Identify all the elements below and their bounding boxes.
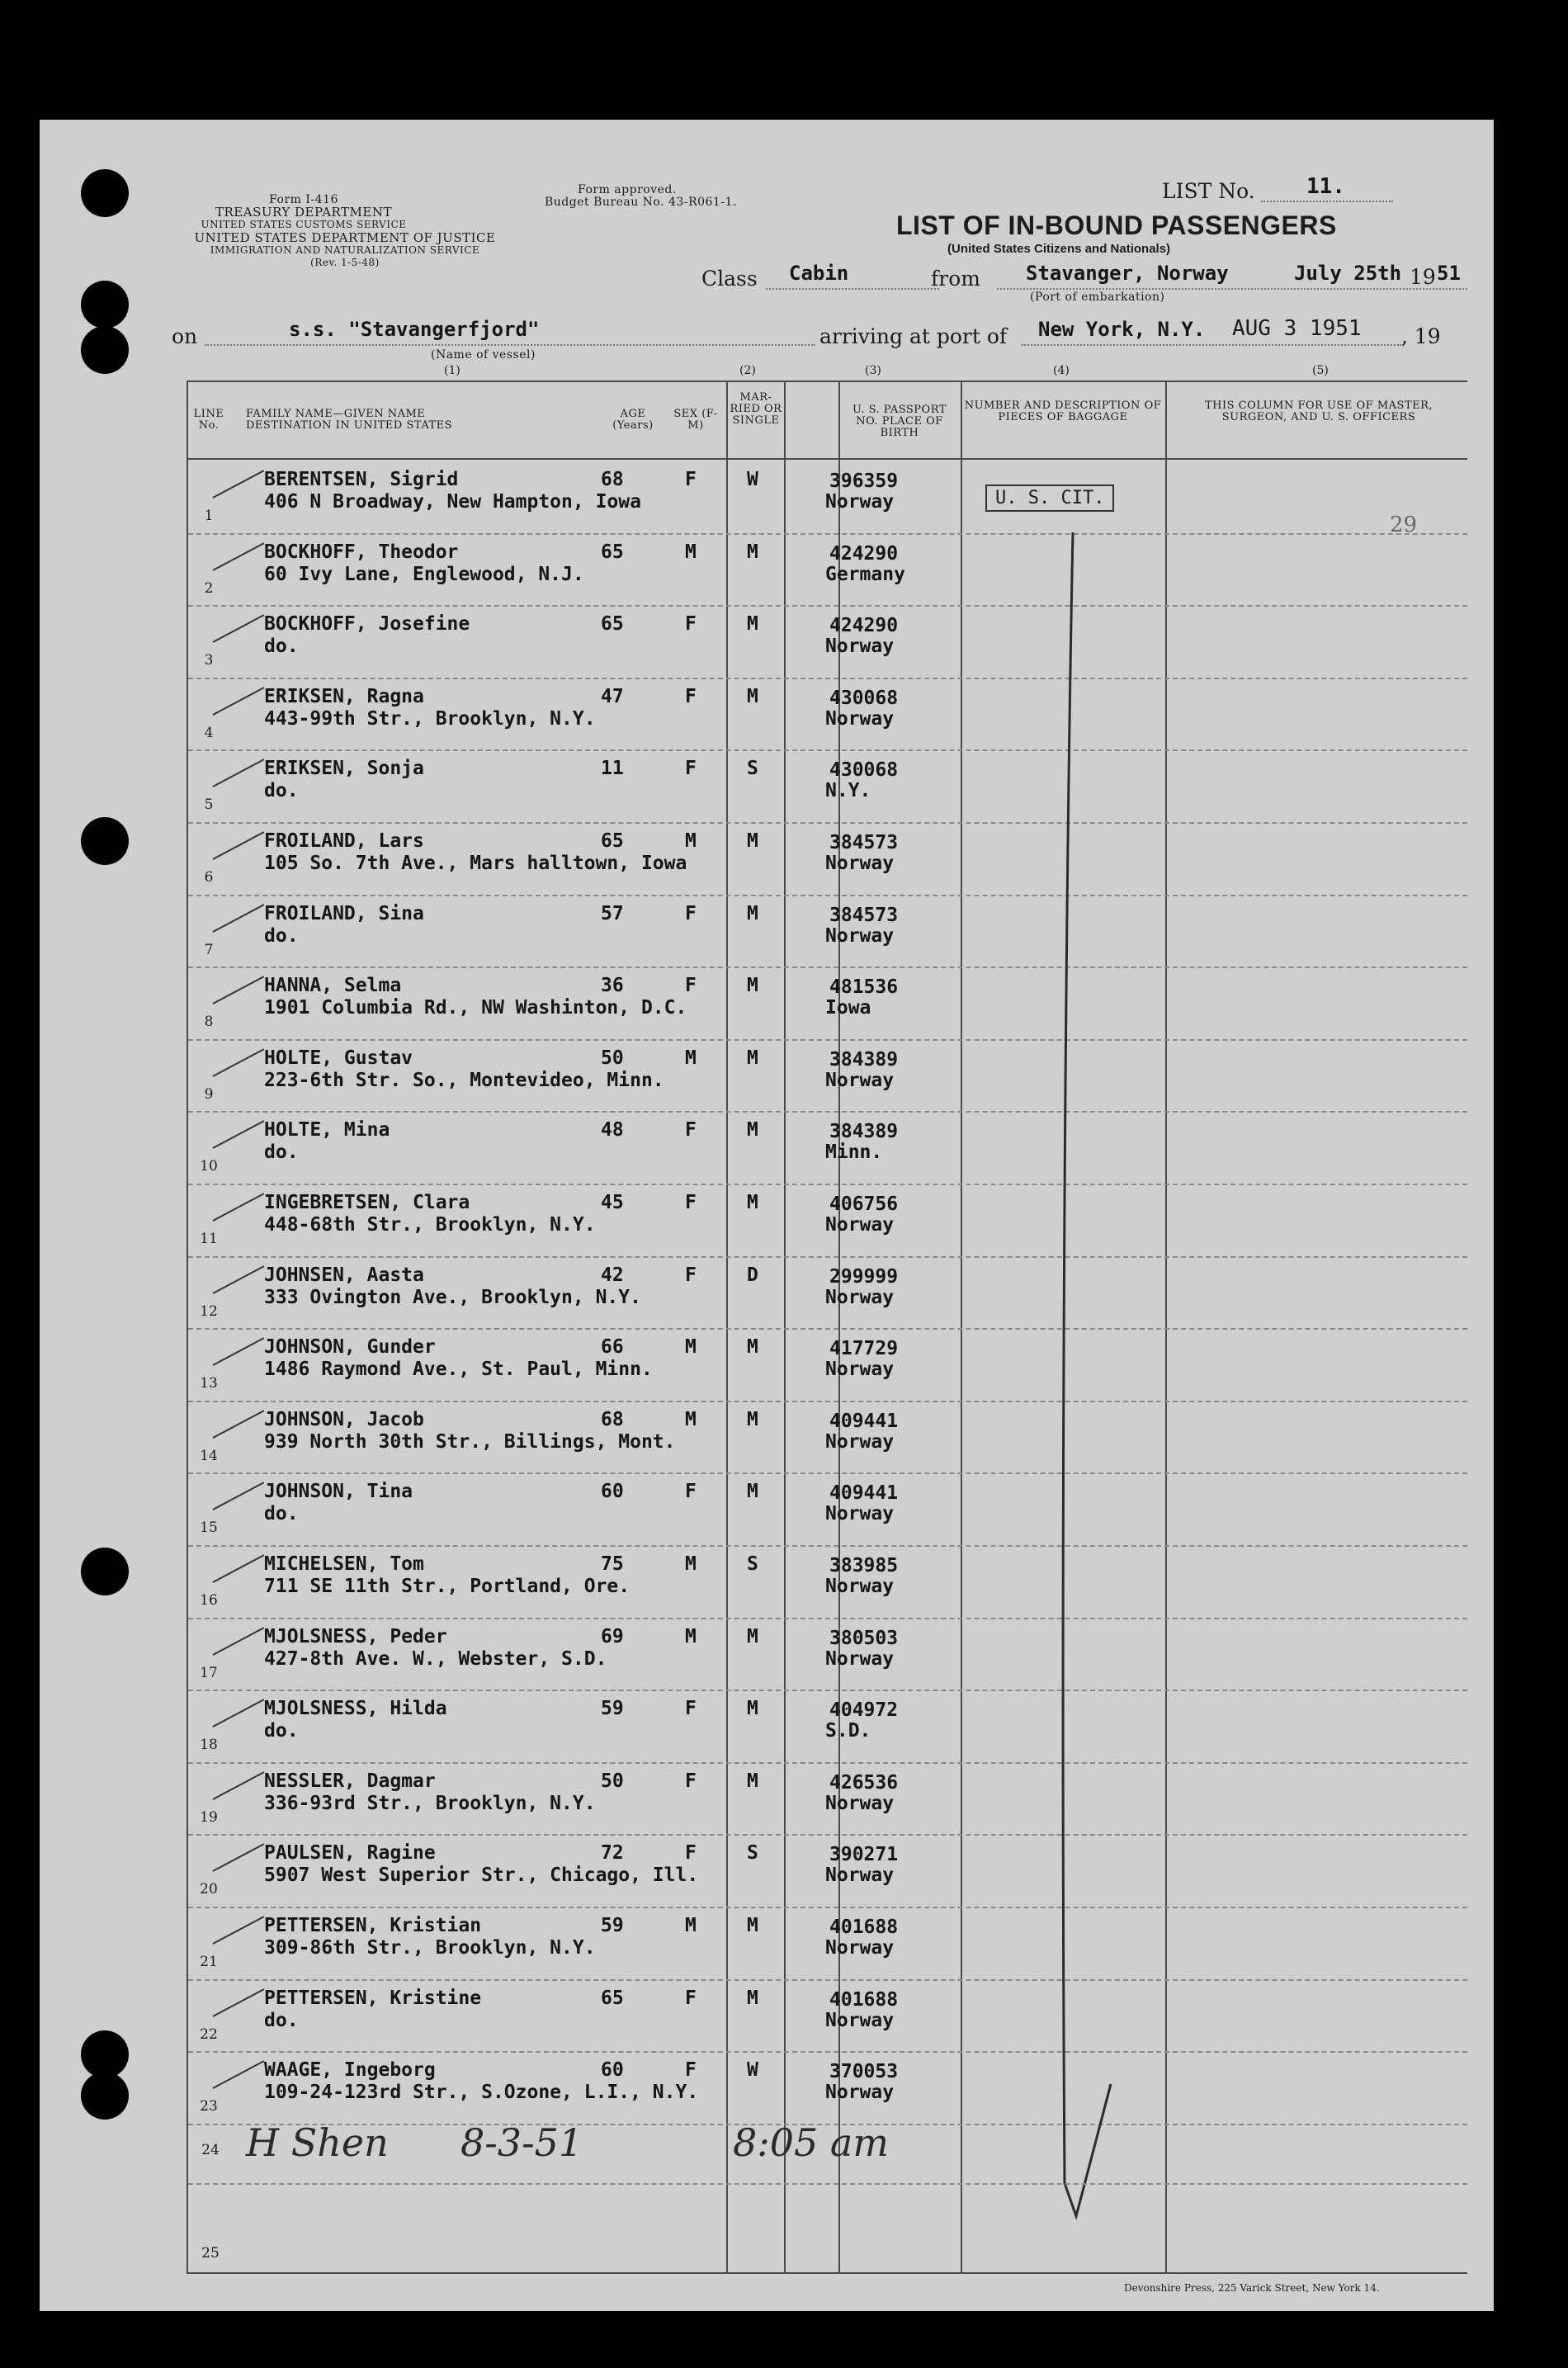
passenger-name: JOHNSON, Jacob bbox=[264, 1408, 424, 1430]
check-tick bbox=[213, 1410, 265, 1439]
col-header-sex: SEX (F-M) bbox=[673, 408, 718, 432]
embark-port: Stavanger, Norway bbox=[1026, 262, 1229, 285]
check-tick bbox=[213, 1337, 265, 1366]
marital-status: S bbox=[747, 1842, 758, 1865]
line-number: 5 bbox=[204, 796, 214, 814]
passenger-age: 65 bbox=[601, 1987, 624, 2009]
check-tick bbox=[213, 2060, 265, 2089]
table-row bbox=[0, 535, 1494, 607]
col-number-2: (2) bbox=[739, 364, 756, 377]
check-tick bbox=[213, 1193, 265, 1222]
passport-number: 370053 bbox=[829, 2061, 899, 2083]
passenger-sex: F bbox=[685, 1842, 697, 1865]
passenger-age: 75 bbox=[601, 1553, 624, 1575]
table-row bbox=[0, 607, 1494, 679]
place-of-birth: Norway bbox=[825, 1069, 895, 1091]
table-row bbox=[0, 968, 1494, 1041]
agency-header bbox=[172, 194, 436, 231]
passenger-sex: F bbox=[685, 975, 697, 997]
passenger-name: JOHNSON, Tina bbox=[264, 1481, 413, 1503]
passenger-age: 68 bbox=[601, 1408, 624, 1430]
check-tick bbox=[213, 759, 265, 788]
place-of-birth: Norway bbox=[825, 1214, 895, 1236]
col-header-baggage: NUMBER AND DESCRIPTION OF PIECES OF BAGGAGE bbox=[964, 399, 1162, 423]
place-of-birth: S.D. bbox=[825, 1720, 871, 1742]
place-of-birth: Germany bbox=[825, 563, 905, 585]
passenger-sex: F bbox=[685, 2059, 697, 2082]
form-approval bbox=[545, 184, 737, 209]
check-tick bbox=[213, 1771, 265, 1800]
citizen-stamp: U. S. CIT. bbox=[985, 484, 1114, 512]
line-number: 7 bbox=[204, 941, 214, 958]
place-of-birth: Norway bbox=[825, 2009, 895, 2031]
table-row bbox=[0, 1619, 1494, 1692]
passenger-destination: do. bbox=[264, 924, 299, 947]
vessel-name: s.s. "Stavangerfjord" bbox=[289, 318, 540, 341]
marital-status: M bbox=[747, 1698, 758, 1720]
place-of-birth: Norway bbox=[825, 1286, 895, 1308]
passport-number: 401688 bbox=[829, 1988, 899, 2011]
line-number: 20 bbox=[200, 1881, 218, 1898]
passenger-sex: F bbox=[685, 1698, 697, 1720]
passenger-destination: 448-68th Str., Brooklyn, N.Y. bbox=[264, 1214, 596, 1236]
passport-number: 409441 bbox=[829, 1410, 899, 1432]
customs-service: UNITED STATES CUSTOMS SERVICE bbox=[201, 219, 407, 230]
passenger-sex: F bbox=[685, 758, 697, 780]
embark-caption: (Port of embarkation) bbox=[1030, 291, 1165, 304]
passenger-sex: F bbox=[685, 613, 697, 636]
check-tick bbox=[213, 1627, 265, 1656]
line-number: 8 bbox=[204, 1014, 214, 1031]
place-of-birth: Norway bbox=[825, 853, 895, 874]
justice-dept: UNITED STATES DEPARTMENT OF JUSTICE bbox=[194, 230, 496, 245]
marital-status: M bbox=[747, 1625, 758, 1647]
passenger-name: BOCKHOFF, Theodor bbox=[264, 541, 459, 563]
passport-number: 384389 bbox=[829, 1048, 899, 1071]
col-header-name-text: FAMILY NAME—GIVEN NAME bbox=[246, 408, 426, 420]
line-number-25: 25 bbox=[201, 2245, 220, 2262]
col-number-5: (5) bbox=[1312, 364, 1329, 377]
passenger-sex: M bbox=[685, 1915, 697, 1936]
place-of-birth: Norway bbox=[825, 707, 895, 730]
marital-status: W bbox=[747, 2059, 758, 2082]
line-number: 3 bbox=[204, 652, 214, 669]
check-tick bbox=[213, 1988, 265, 2017]
passport-number: 404972 bbox=[829, 1699, 899, 1722]
passenger-destination: do. bbox=[264, 2009, 299, 2031]
arrival-date-stamp: AUG 3 1951 bbox=[1232, 316, 1362, 341]
passenger-destination: 109-24-123rd Str., S.Ozone, L.I., N.Y. bbox=[264, 2082, 699, 2104]
check-tick bbox=[213, 1844, 265, 1873]
passenger-sex: F bbox=[685, 469, 697, 490]
line-number: 19 bbox=[200, 1808, 218, 1826]
passenger-destination: 1901 Columbia Rd., NW Washinton, D.C. bbox=[264, 997, 687, 1019]
arrival-year-prefix: , 19 bbox=[1401, 324, 1441, 348]
place-of-birth: Norway bbox=[825, 1576, 895, 1597]
col-header-name bbox=[246, 409, 593, 432]
marital-status: M bbox=[747, 902, 758, 924]
passport-number: 406756 bbox=[829, 1193, 899, 1215]
col-header-line: LINE No. bbox=[193, 408, 224, 432]
passenger-age: 36 bbox=[601, 975, 624, 997]
table-row bbox=[0, 1981, 1494, 2054]
passenger-destination: 427-8th Ave. W., Webster, S.D. bbox=[264, 1647, 607, 1670]
passenger-age: 69 bbox=[601, 1625, 624, 1647]
passenger-age: 47 bbox=[601, 685, 624, 707]
passenger-age: 45 bbox=[601, 1192, 624, 1213]
form-number: Form I-416 bbox=[269, 193, 338, 206]
binder-hole bbox=[81, 169, 129, 217]
table-row bbox=[0, 1258, 1494, 1331]
table-row bbox=[0, 462, 1494, 535]
list-number-label: LIST No. bbox=[1162, 179, 1255, 203]
table-row bbox=[0, 751, 1494, 824]
passenger-destination: do. bbox=[264, 1720, 299, 1742]
passenger-destination: 939 North 30th Str., Billings, Mont. bbox=[264, 1430, 676, 1453]
passport-number: 481536 bbox=[829, 976, 899, 999]
place-of-birth: Iowa bbox=[825, 997, 871, 1019]
line-number: 2 bbox=[204, 579, 214, 597]
check-tick bbox=[213, 1482, 265, 1511]
inspection-time: 8:05 am bbox=[733, 2120, 889, 2165]
passenger-name: PETTERSEN, Kristine bbox=[264, 1987, 482, 2009]
passenger-name: MJOLSNESS, Hilda bbox=[264, 1698, 447, 1720]
table-row bbox=[0, 1908, 1494, 1981]
margin-note: 29 bbox=[1390, 513, 1418, 537]
passenger-name: PETTERSEN, Kristian bbox=[264, 1915, 482, 1936]
passenger-name: FROILAND, Lars bbox=[264, 830, 424, 852]
check-tick bbox=[213, 1916, 265, 1945]
passenger-age: 72 bbox=[601, 1842, 624, 1865]
place-of-birth: Norway bbox=[825, 1359, 895, 1381]
check-tick bbox=[213, 1265, 265, 1294]
passport-number: 384389 bbox=[829, 1121, 899, 1143]
check-tick bbox=[213, 1121, 265, 1150]
table-row bbox=[0, 1041, 1494, 1113]
passenger-age: 65 bbox=[601, 613, 624, 636]
table-row bbox=[0, 1185, 1494, 1258]
binder-hole bbox=[81, 2072, 129, 2120]
passport-number: 390271 bbox=[829, 1844, 899, 1866]
passenger-name: NESSLER, Dagmar bbox=[264, 1770, 436, 1792]
budget-text: Budget Bureau No. 43-R061-1. bbox=[545, 196, 737, 209]
line-number: 16 bbox=[200, 1592, 218, 1609]
treasury-dept: TREASURY DEPARTMENT bbox=[215, 205, 392, 220]
line-number: 22 bbox=[200, 2025, 218, 2043]
year-value: 51 bbox=[1437, 262, 1461, 285]
place-of-birth: Minn. bbox=[825, 1141, 883, 1164]
passenger-name: JOHNSON, Gunder bbox=[264, 1336, 436, 1359]
place-of-birth: Norway bbox=[825, 2082, 895, 2104]
passenger-sex: F bbox=[685, 685, 697, 707]
check-tick bbox=[213, 831, 265, 860]
marital-status: M bbox=[747, 1987, 758, 2009]
passport-number: 430068 bbox=[829, 687, 899, 709]
line-number: 18 bbox=[200, 1737, 218, 1754]
table-row bbox=[0, 1330, 1494, 1402]
passenger-sex: M bbox=[685, 1625, 697, 1647]
place-of-birth: Norway bbox=[825, 1430, 895, 1453]
passenger-name: HOLTE, Gustav bbox=[264, 1047, 413, 1069]
line-number: 1 bbox=[204, 508, 214, 524]
class-value: Cabin bbox=[789, 262, 849, 285]
marital-status: W bbox=[747, 469, 758, 490]
check-tick bbox=[213, 1554, 265, 1583]
passenger-age: 65 bbox=[601, 830, 624, 852]
passenger-name: HANNA, Selma bbox=[264, 975, 402, 997]
marital-status: M bbox=[747, 1119, 758, 1141]
year-prefix: 19 bbox=[1410, 265, 1436, 289]
passenger-name: PAULSEN, Ragine bbox=[264, 1842, 436, 1865]
marital-status: M bbox=[747, 541, 758, 563]
from-label: from bbox=[931, 267, 980, 291]
marital-status: M bbox=[747, 975, 758, 997]
line-number: 21 bbox=[200, 1954, 218, 1970]
check-tick bbox=[213, 1048, 265, 1077]
passenger-name: HOLTE, Mina bbox=[264, 1119, 390, 1141]
table-row bbox=[0, 1474, 1494, 1547]
passport-number: 430068 bbox=[829, 759, 899, 782]
passenger-destination: 309-86th Str., Brooklyn, N.Y. bbox=[264, 1937, 596, 1959]
class-label: Class bbox=[701, 267, 758, 291]
passenger-name: ERIKSEN, Sonja bbox=[264, 758, 424, 780]
passenger-sex: M bbox=[685, 1336, 697, 1359]
passenger-name: JOHNSEN, Aasta bbox=[264, 1264, 424, 1286]
passenger-name: ERIKSEN, Ragna bbox=[264, 685, 424, 707]
passenger-destination: 711 SE 11th Str., Portland, Ore. bbox=[264, 1576, 631, 1597]
passenger-destination: 333 Ovington Ave., Brooklyn, N.Y. bbox=[264, 1286, 641, 1308]
table-row bbox=[0, 1402, 1494, 1475]
table-top-rule bbox=[187, 380, 1467, 382]
binder-hole bbox=[81, 326, 129, 374]
passenger-name: BERENTSEN, Sigrid bbox=[264, 469, 459, 490]
check-tick bbox=[213, 542, 265, 571]
passport-number: 384573 bbox=[829, 904, 899, 926]
place-of-birth: Norway bbox=[825, 1865, 895, 1887]
col-header-married: MAR-RIED OR SINGLE bbox=[730, 391, 782, 427]
passport-number: 401688 bbox=[829, 1917, 899, 1938]
passenger-age: 59 bbox=[601, 1698, 624, 1720]
col-number-4: (4) bbox=[1053, 364, 1070, 377]
marital-status: S bbox=[747, 1553, 758, 1575]
inspector-signature: H Shen bbox=[246, 2120, 389, 2165]
marital-status: M bbox=[747, 1915, 758, 1936]
passenger-destination: 223-6th Str. So., Montevideo, Minn. bbox=[264, 1069, 664, 1091]
passenger-age: 57 bbox=[601, 902, 624, 924]
passport-number: 417729 bbox=[829, 1338, 899, 1360]
marital-status: M bbox=[747, 1192, 758, 1213]
approved-text: Form approved. bbox=[578, 183, 677, 196]
passport-number: 409441 bbox=[829, 1482, 899, 1505]
form-title: LIST OF IN-BOUND PASSENGERS bbox=[896, 210, 1337, 240]
table-row bbox=[0, 679, 1494, 752]
binder-hole bbox=[81, 1548, 129, 1595]
passenger-age: 66 bbox=[601, 1336, 624, 1359]
table-row bbox=[0, 896, 1494, 969]
passenger-sex: F bbox=[685, 1119, 697, 1141]
table-header-rule bbox=[187, 458, 1467, 460]
passenger-sex: F bbox=[685, 1770, 697, 1792]
passenger-destination: do. bbox=[264, 780, 299, 802]
binder-hole bbox=[81, 817, 129, 865]
passenger-name: WAAGE, Ingeborg bbox=[264, 2059, 436, 2082]
marital-status: M bbox=[747, 1047, 758, 1069]
place-of-birth: Norway bbox=[825, 1937, 895, 1959]
col-header-age: AGE (Years) bbox=[612, 408, 654, 432]
passenger-sex: F bbox=[685, 1481, 697, 1503]
place-of-birth: Norway bbox=[825, 1647, 895, 1670]
passenger-age: 42 bbox=[601, 1264, 624, 1286]
vessel-caption: (Name of vessel) bbox=[431, 348, 536, 362]
passenger-name: MICHELSEN, Tom bbox=[264, 1553, 424, 1575]
passenger-destination: 5907 West Superior Str., Chicago, Ill. bbox=[264, 1865, 699, 1887]
col-number-1: (1) bbox=[444, 364, 460, 377]
line-number: 15 bbox=[200, 1520, 218, 1537]
place-of-birth: Norway bbox=[825, 636, 895, 658]
passport-number: 380503 bbox=[829, 1627, 899, 1649]
table-row bbox=[0, 1691, 1494, 1764]
place-of-birth: Norway bbox=[825, 924, 895, 947]
marital-status: S bbox=[747, 758, 758, 780]
passenger-age: 50 bbox=[601, 1770, 624, 1792]
passenger-age: 50 bbox=[601, 1047, 624, 1069]
line-number: 9 bbox=[204, 1085, 214, 1103]
passport-number: 383985 bbox=[829, 1555, 899, 1576]
marital-status: M bbox=[747, 685, 758, 707]
line-number-24: 24 bbox=[201, 2142, 220, 2158]
marital-status: M bbox=[747, 1770, 758, 1792]
passenger-name: BOCKHOFF, Josefine bbox=[264, 613, 470, 636]
place-of-birth: N.Y. bbox=[825, 780, 871, 802]
passenger-age: 11 bbox=[601, 758, 624, 780]
place-of-birth: Norway bbox=[825, 1792, 895, 1814]
arrival-port: New York, N.Y. bbox=[1038, 318, 1206, 341]
passenger-sex: F bbox=[685, 1192, 697, 1213]
passenger-age: 68 bbox=[601, 469, 624, 490]
passenger-destination: 1486 Raymond Ave., St. Paul, Minn. bbox=[264, 1359, 653, 1381]
passenger-sex: M bbox=[685, 1408, 697, 1430]
line-number: 11 bbox=[200, 1231, 218, 1247]
marital-status: D bbox=[747, 1264, 758, 1286]
passenger-name: FROILAND, Sina bbox=[264, 902, 424, 924]
line-number: 13 bbox=[200, 1375, 218, 1392]
passenger-destination: 336-93rd Str., Brooklyn, N.Y. bbox=[264, 1792, 596, 1814]
embark-date: July 25th bbox=[1294, 262, 1402, 285]
check-tick bbox=[213, 1699, 265, 1728]
justice-header bbox=[172, 232, 518, 269]
passport-number: 426536 bbox=[829, 1771, 899, 1794]
table-row bbox=[0, 1547, 1494, 1619]
col-header-passport: U. S. PASSPORT NO. PLACE OF BIRTH bbox=[852, 404, 947, 439]
passenger-destination: 443-99th Str., Brooklyn, N.Y. bbox=[264, 707, 596, 730]
check-tick bbox=[213, 904, 265, 933]
marital-status: M bbox=[747, 1408, 758, 1430]
list-number-value: 11. bbox=[1306, 174, 1345, 199]
form-subtitle: (United States Citizens and Nationals) bbox=[947, 242, 1171, 256]
marital-status: M bbox=[747, 830, 758, 852]
passenger-age: 59 bbox=[601, 1915, 624, 1936]
line-number: 14 bbox=[200, 1447, 218, 1464]
col-number-3: (3) bbox=[865, 364, 881, 377]
line-number: 23 bbox=[200, 2098, 218, 2115]
passenger-sex: M bbox=[685, 1047, 697, 1069]
passenger-sex: F bbox=[685, 1264, 697, 1286]
table-row bbox=[0, 2053, 1494, 2125]
passenger-destination: do. bbox=[264, 1141, 299, 1164]
passenger-sex: F bbox=[685, 1987, 697, 2009]
passenger-destination: do. bbox=[264, 1503, 299, 1525]
arriving-label: arriving at port of bbox=[819, 324, 1008, 348]
col-header-dest-text: DESTINATION IN UNITED STATES bbox=[246, 419, 453, 432]
passenger-destination: 60 Ivy Lane, Englewood, N.J. bbox=[264, 563, 584, 585]
passport-number: 299999 bbox=[829, 1265, 899, 1288]
table-row bbox=[0, 824, 1494, 896]
table-row bbox=[0, 1764, 1494, 1836]
passport-number: 396359 bbox=[829, 470, 899, 492]
check-mark bbox=[1013, 532, 1129, 2257]
table-row bbox=[0, 1113, 1494, 1185]
passenger-sex: M bbox=[685, 1553, 697, 1575]
passenger-destination: 406 N Broadway, New Hampton, Iowa bbox=[264, 491, 641, 513]
ins-name: IMMIGRATION AND NATURALIZATION SERVICE bbox=[210, 244, 480, 256]
check-tick bbox=[213, 687, 265, 716]
passenger-age: 65 bbox=[601, 541, 624, 563]
check-tick bbox=[213, 614, 265, 643]
marital-status: M bbox=[747, 1481, 758, 1503]
form-sheet bbox=[40, 120, 1494, 2311]
passenger-age: 48 bbox=[601, 1119, 624, 1141]
check-tick bbox=[213, 976, 265, 1004]
binder-hole bbox=[81, 281, 129, 328]
passport-number: 384573 bbox=[829, 832, 899, 853]
passenger-sex: M bbox=[685, 541, 697, 563]
passenger-sex: F bbox=[685, 902, 697, 924]
marital-status: M bbox=[747, 613, 758, 636]
place-of-birth: Norway bbox=[825, 491, 895, 513]
passenger-name: MJOLSNESS, Peder bbox=[264, 1625, 447, 1647]
revision: (Rev. 1-5-48) bbox=[310, 257, 380, 268]
table-row bbox=[0, 1836, 1494, 1908]
marital-status: M bbox=[747, 1336, 758, 1359]
passport-number: 424290 bbox=[829, 615, 899, 637]
passenger-sex: M bbox=[685, 830, 697, 852]
line-number: 10 bbox=[200, 1158, 218, 1175]
line-number: 6 bbox=[204, 869, 214, 886]
passenger-name: INGEBRETSEN, Clara bbox=[264, 1192, 470, 1213]
col-header-officers: THIS COLUMN FOR USE OF MASTER, SURGEON, AND U. S. OFFICERS bbox=[1204, 399, 1433, 423]
passenger-destination: 105 So. 7th Ave., Mars halltown, Iowa bbox=[264, 853, 687, 874]
passenger-table-body bbox=[0, 462, 1494, 2278]
line-number: 17 bbox=[200, 1664, 218, 1681]
printer-footer: Devonshire Press, 225 Varick Street, New York 14. bbox=[1124, 2282, 1380, 2294]
place-of-birth: Norway bbox=[825, 1503, 895, 1525]
on-label: on bbox=[172, 324, 198, 348]
passport-number: 424290 bbox=[829, 542, 899, 565]
check-tick bbox=[213, 470, 265, 499]
passenger-age: 60 bbox=[601, 2059, 624, 2082]
passenger-destination: do. bbox=[264, 636, 299, 658]
inspection-date: 8-3-51 bbox=[460, 2120, 583, 2165]
passenger-age: 60 bbox=[601, 1481, 624, 1503]
line-number: 4 bbox=[204, 724, 214, 741]
line-number: 12 bbox=[200, 1302, 218, 1320]
